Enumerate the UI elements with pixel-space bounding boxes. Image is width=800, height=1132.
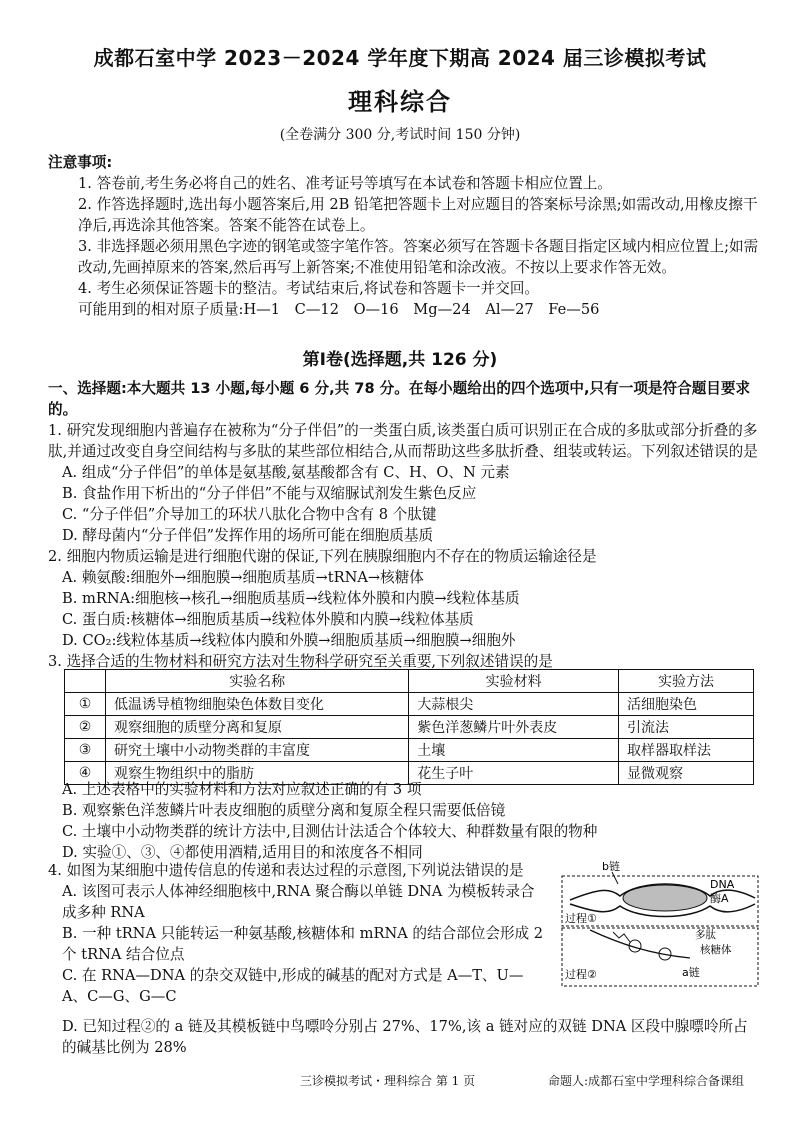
process2-label: 过程② <box>565 968 597 981</box>
q3-options <box>48 779 760 863</box>
peptide-label: 多肽 <box>695 929 716 941</box>
footer-page-info: 三诊模拟考试・理科综合 第 1 页 <box>300 1074 476 1088</box>
table-cell: 花生子叶 <box>409 762 619 785</box>
note-item: 3. 非选择题必须用黑色字迹的钢笔或签字笔作答。答案必须写在答题卡各题目指定区域内相应位置上;如需改动,先画掉原来的答案,然后再写上新答案;不准使用铅笔和涂改液。不按以上要求作答无效。 <box>78 238 759 276</box>
note-item: 1. 答卷前,考生务必将自己的姓名、准考证号等填写在本试卷和答题卡相应位置上。 <box>78 175 612 192</box>
table-header-row <box>65 670 754 693</box>
subject-title: 理科综合 <box>348 88 452 116</box>
a-chain-label: a链 <box>682 966 700 979</box>
q2-option-d: D. CO₂:线粒体基质→线粒体内膜和外膜→细胞质基质→细胞膜→细胞外 <box>62 632 516 649</box>
q2-option-b: B. mRNA:细胞核→核孔→细胞质基质→线粒体外膜和内膜→线粒体基质 <box>62 590 520 607</box>
exam-title: 成都石室中学 2023－2024 学年度下期高 2024 届三诊模拟考试 <box>93 46 707 70</box>
q1-option-c: C. “分子伴侣”介导加工的环状八肽化合物中含有 8 个肽键 <box>62 506 437 523</box>
table-cell: 土壤 <box>409 739 619 762</box>
choice-section <box>48 378 760 672</box>
mrna-strand <box>590 930 690 958</box>
exam-subtitle: (全卷满分 300 分,考试时间 150 分钟) <box>279 127 521 143</box>
process1-label: 过程① <box>565 912 597 925</box>
table-header: 实验名称 <box>106 670 409 693</box>
table-cell: ③ <box>65 739 106 762</box>
table-cell: 低温诱导植物细胞染色体数目变化 <box>106 693 409 716</box>
table-cell: 显微观察 <box>619 762 754 785</box>
q1-option-b: B. 食盐作用下析出的“分子伴侣”不能与双缩脲试剂发生紫色反应 <box>62 485 477 502</box>
q1-option-d: D. 酵母菌内“分子伴侣”发挥作用的场所可能在细胞质基质 <box>62 527 434 544</box>
table-cell: 观察生物组织中的脂肪 <box>106 762 409 785</box>
ribosome-label: 核糖体 <box>700 944 732 956</box>
section-instruction: 一、选择题:本大题共 13 小题,每小题 6 分,共 78 分。在每小题给出的四个选项中,只有一项是符合题目要求的。 <box>48 380 751 418</box>
table-header: 实验方法 <box>619 670 754 693</box>
table-header: 实验材料 <box>409 670 619 693</box>
table-cell: 研究土壤中小动物类群的丰富度 <box>106 739 409 762</box>
transcription-translation-figure <box>560 858 760 988</box>
table-cell: ④ <box>65 762 106 785</box>
table-cell: 取样器取样法 <box>619 739 754 762</box>
table-cell: 紫色洋葱鳞片叶外表皮 <box>409 716 619 739</box>
q4-option-c: C. 在 RNA—DNA 的杂交双链中,形成的碱基的配对方式是 A—T、U—A、C—G、G—C <box>62 967 524 1005</box>
q4-option-d-block <box>48 1016 760 1058</box>
question-1-stem: 1. 研究发现细胞内普遍存在被称为“分子伴侣”的一类蛋白质,该类蛋白质可识别正在合成的多肽或部分折叠的多肽,并通过改变自身空间结构与多肽的某些部位相结合,从而帮助这些多肽折叠、组装或转运。下列叙述错误的是 <box>48 422 758 460</box>
question-4 <box>48 860 548 1007</box>
question-2-stem: 2. 细胞内物质运输是进行细胞代谢的保证,下列在胰腺细胞内不存在的物质运输途径是 <box>48 548 597 565</box>
atomic-masses: 可能用到的相对原子质量:H—1 C—12 O—16 Mg—24 Al—27 Fe—56 <box>78 301 600 318</box>
q3-option-a: A. 上述表格中的实验材料和方法对应叙述正确的有 3 项 <box>62 781 422 798</box>
q4-option-b: B. 一种 tRNA 只能转运一种氨基酸,核糖体和 mRNA 的结合部位会形成 2 个 tRNA 结合位点 <box>62 925 544 963</box>
b-chain-pointer <box>612 872 618 884</box>
notes-heading: 注意事项: <box>48 154 113 171</box>
table-cell: 活细胞染色 <box>619 693 754 716</box>
q4-option-a: A. 该图可表示人体神经细胞核中,RNA 聚合酶以单链 DNA 为模板转录合成多种 RNA <box>62 883 535 921</box>
table-cell: 观察细胞的质壁分离和复原 <box>106 716 409 739</box>
question-4-stem: 4. 如图为某细胞中遗传信息的传递和表达过程的示意图,下列说法错误的是 <box>48 862 524 879</box>
question-3-stem: 3. 选择合适的生物材料和研究方法对生物科学研究至关重要,下列叙述错误的是 <box>48 653 553 670</box>
table-row <box>65 716 754 739</box>
q2-option-a: A. 赖氨酸:细胞外→细胞膜→细胞质基质→tRNA→核糖体 <box>62 569 424 586</box>
experiment-table <box>64 669 754 785</box>
part1-heading: 第Ⅰ卷(选择题,共 126 分) <box>302 350 498 370</box>
q2-option-c: C. 蛋白质:核糖体→细胞质基质→线粒体外膜和内膜→线粒体基质 <box>62 611 474 628</box>
q1-option-a: A. 组成“分子伴侣”的单体是氨基酸,氨基酸都含有 C、H、O、N 元素 <box>62 464 510 481</box>
table-row <box>65 693 754 716</box>
note-item: 2. 作答选择题时,选出每小题答案后,用 2B 铅笔把答题卡上对应题目的答案标号涂黑;如需改动,用橡皮擦干净后,再选涂其他答案。答案不能答在试卷上。 <box>78 196 758 234</box>
b-chain-label: b链 <box>602 860 620 873</box>
q4-option-d: D. 已知过程②的 a 链及其模板链中鸟嘌呤分别占 27%、17%,该 a 链对应的双链 DNA 区段中腺嘌呤所占的碱基比例为 28% <box>62 1018 748 1056</box>
table-cell: 引流法 <box>619 716 754 739</box>
dna-label: DNA <box>710 878 735 891</box>
table-header <box>65 670 106 693</box>
enzyme-a-label: 酶A <box>710 892 729 905</box>
notes-section <box>48 152 760 320</box>
note-item: 4. 考生必须保证答题卡的整洁。考试结束后,将试卷和答题卡一并交回。 <box>78 280 540 297</box>
table-row <box>65 739 754 762</box>
table-cell: ① <box>65 693 106 716</box>
footer-author: 命题人:成都石室中学理科综合备课组 <box>548 1074 745 1088</box>
q3-option-b: B. 观察紫色洋葱鳞片叶表皮细胞的质壁分离和复原全程只需要低倍镜 <box>62 802 506 819</box>
q3-option-c: C. 土壤中小动物类群的统计方法中,目测估计法适合个体较大、种群数量有限的物种 <box>62 823 598 840</box>
rna-polymerase <box>623 885 707 911</box>
table-cell: ② <box>65 716 106 739</box>
q3-option-d: D. 实验①、③、④都使用酒精,适用目的和浓度各不相同 <box>62 844 423 861</box>
table-cell: 大蒜根尖 <box>409 693 619 716</box>
